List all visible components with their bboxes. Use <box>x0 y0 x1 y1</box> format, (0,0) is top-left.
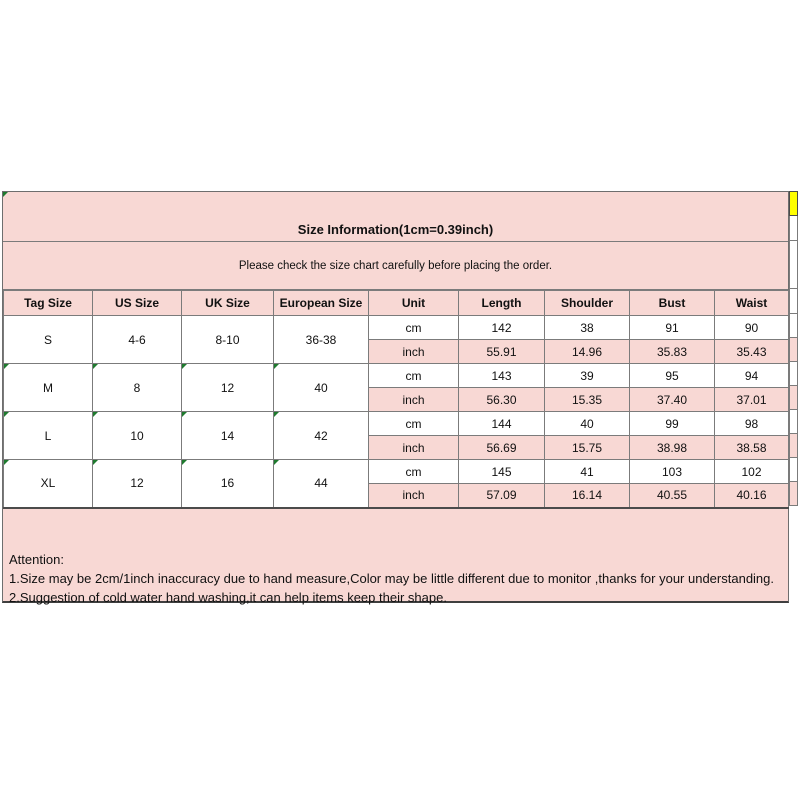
shoulder-cm-cell: 39 <box>545 364 630 388</box>
unit-label-cell: cm <box>369 412 459 436</box>
attention-line-1: 1.Size may be 2cm/1inch inaccuracy due to hand measure,Color may be little different due to monitor ,thanks for your understanding. <box>9 570 775 586</box>
unit-label-cell: inch <box>369 436 459 460</box>
sliver-cell <box>789 458 798 482</box>
sliver-cell <box>789 216 798 241</box>
row-l-cm <box>4 412 789 436</box>
shoulder-inch-cell: 14.96 <box>545 340 630 364</box>
waist-inch-cell: 40.16 <box>715 484 789 508</box>
waist-cm-cell: 94 <box>715 364 789 388</box>
unit-label-cell: inch <box>369 388 459 412</box>
bust-inch-cell: 40.55 <box>630 484 715 508</box>
size-chart-panel <box>2 191 789 603</box>
cell-corner-mark-icon <box>4 412 9 417</box>
length-cm-cell: 143 <box>459 364 545 388</box>
size-table <box>3 290 789 509</box>
sliver-cell <box>789 386 798 410</box>
header-unit: Unit <box>369 291 459 316</box>
header-bust: Bust <box>630 291 715 316</box>
header-us-size: US Size <box>93 291 182 316</box>
row-xl-cm <box>4 460 789 484</box>
sliver-cell <box>789 314 798 338</box>
bust-cm-cell: 99 <box>630 412 715 436</box>
uk-size-cell: 8-10 <box>182 316 274 364</box>
sliver-cell <box>789 289 798 314</box>
bust-cm-cell: 95 <box>630 364 715 388</box>
us-size-cell: 12 <box>93 460 182 508</box>
row-s-cm <box>4 316 789 340</box>
cell-corner-mark-icon <box>4 364 9 369</box>
uk-size-cell: 12 <box>182 364 274 412</box>
us-size-cell: 4-6 <box>93 316 182 364</box>
chart-title: Size Information(1cm=0.39inch) <box>297 222 494 237</box>
header-waist: Waist <box>715 291 789 316</box>
attention-heading: Attention: <box>9 551 64 567</box>
us-size-cell: 10 <box>93 412 182 460</box>
header-tag-size: Tag Size <box>4 291 93 316</box>
european-size-cell: 42 <box>274 412 369 460</box>
unit-label-cell: inch <box>369 340 459 364</box>
partial-column-sliver <box>789 191 798 506</box>
unit-label-cell: cm <box>369 364 459 388</box>
length-cm-cell: 144 <box>459 412 545 436</box>
sliver-cell <box>789 338 798 362</box>
waist-inch-cell: 38.58 <box>715 436 789 460</box>
european-size-cell: 40 <box>274 364 369 412</box>
us-size-cell: 8 <box>93 364 182 412</box>
uk-size-cell: 16 <box>182 460 274 508</box>
european-size-cell: 36-38 <box>274 316 369 364</box>
chart-subtitle-cell <box>3 242 788 290</box>
header-length: Length <box>459 291 545 316</box>
header-uk-size: UK Size <box>182 291 274 316</box>
uk-size-cell: 14 <box>182 412 274 460</box>
attention-section <box>3 509 788 605</box>
european-size-cell: 44 <box>274 460 369 508</box>
length-cm-cell: 145 <box>459 460 545 484</box>
waist-cm-cell: 98 <box>715 412 789 436</box>
cell-corner-mark-icon <box>4 460 9 465</box>
bust-cm-cell: 103 <box>630 460 715 484</box>
row-m-cm <box>4 364 789 388</box>
bust-inch-cell: 37.40 <box>630 388 715 412</box>
waist-inch-cell: 35.43 <box>715 340 789 364</box>
cell-corner-mark-icon <box>93 460 98 465</box>
tag-size-cell: L <box>4 412 93 460</box>
length-inch-cell: 57.09 <box>459 484 545 508</box>
sliver-cell <box>789 410 798 434</box>
shoulder-inch-cell: 15.75 <box>545 436 630 460</box>
waist-cm-cell: 102 <box>715 460 789 484</box>
shoulder-inch-cell: 16.14 <box>545 484 630 508</box>
bust-inch-cell: 38.98 <box>630 436 715 460</box>
cell-corner-mark-icon <box>93 412 98 417</box>
header-european-size: European Size <box>274 291 369 316</box>
header-row <box>4 291 789 316</box>
unit-label-cell: cm <box>369 460 459 484</box>
attention-line-2: 2.Suggestion of cold water hand washing,it can help items keep their shape. <box>9 589 447 605</box>
cell-corner-mark-icon <box>274 412 279 417</box>
waist-cm-cell: 90 <box>715 316 789 340</box>
cell-corner-mark-icon <box>182 412 187 417</box>
cell-corner-mark-icon <box>93 364 98 369</box>
bust-cm-cell: 91 <box>630 316 715 340</box>
cell-corner-mark-icon <box>182 460 187 465</box>
tag-size-cell: S <box>4 316 93 364</box>
sliver-cell <box>789 241 798 289</box>
chart-title-cell <box>3 192 788 242</box>
yellow-highlight-cell <box>789 191 798 216</box>
length-inch-cell: 56.69 <box>459 436 545 460</box>
chart-subtitle: Please check the size chart carefully before placing the order. <box>238 259 553 272</box>
length-inch-cell: 55.91 <box>459 340 545 364</box>
length-inch-cell: 56.30 <box>459 388 545 412</box>
cell-corner-mark-icon <box>3 192 8 197</box>
cell-corner-mark-icon <box>274 364 279 369</box>
shoulder-inch-cell: 15.35 <box>545 388 630 412</box>
shoulder-cm-cell: 41 <box>545 460 630 484</box>
bust-inch-cell: 35.83 <box>630 340 715 364</box>
cell-corner-mark-icon <box>274 460 279 465</box>
shoulder-cm-cell: 40 <box>545 412 630 436</box>
cell-corner-mark-icon <box>182 364 187 369</box>
length-cm-cell: 142 <box>459 316 545 340</box>
sliver-cell <box>789 362 798 386</box>
unit-label-cell: cm <box>369 316 459 340</box>
sliver-cell <box>789 434 798 458</box>
waist-inch-cell: 37.01 <box>715 388 789 412</box>
tag-size-cell: XL <box>4 460 93 508</box>
header-shoulder: Shoulder <box>545 291 630 316</box>
shoulder-cm-cell: 38 <box>545 316 630 340</box>
tag-size-cell: M <box>4 364 93 412</box>
unit-label-cell: inch <box>369 484 459 508</box>
sliver-cell <box>789 482 798 506</box>
